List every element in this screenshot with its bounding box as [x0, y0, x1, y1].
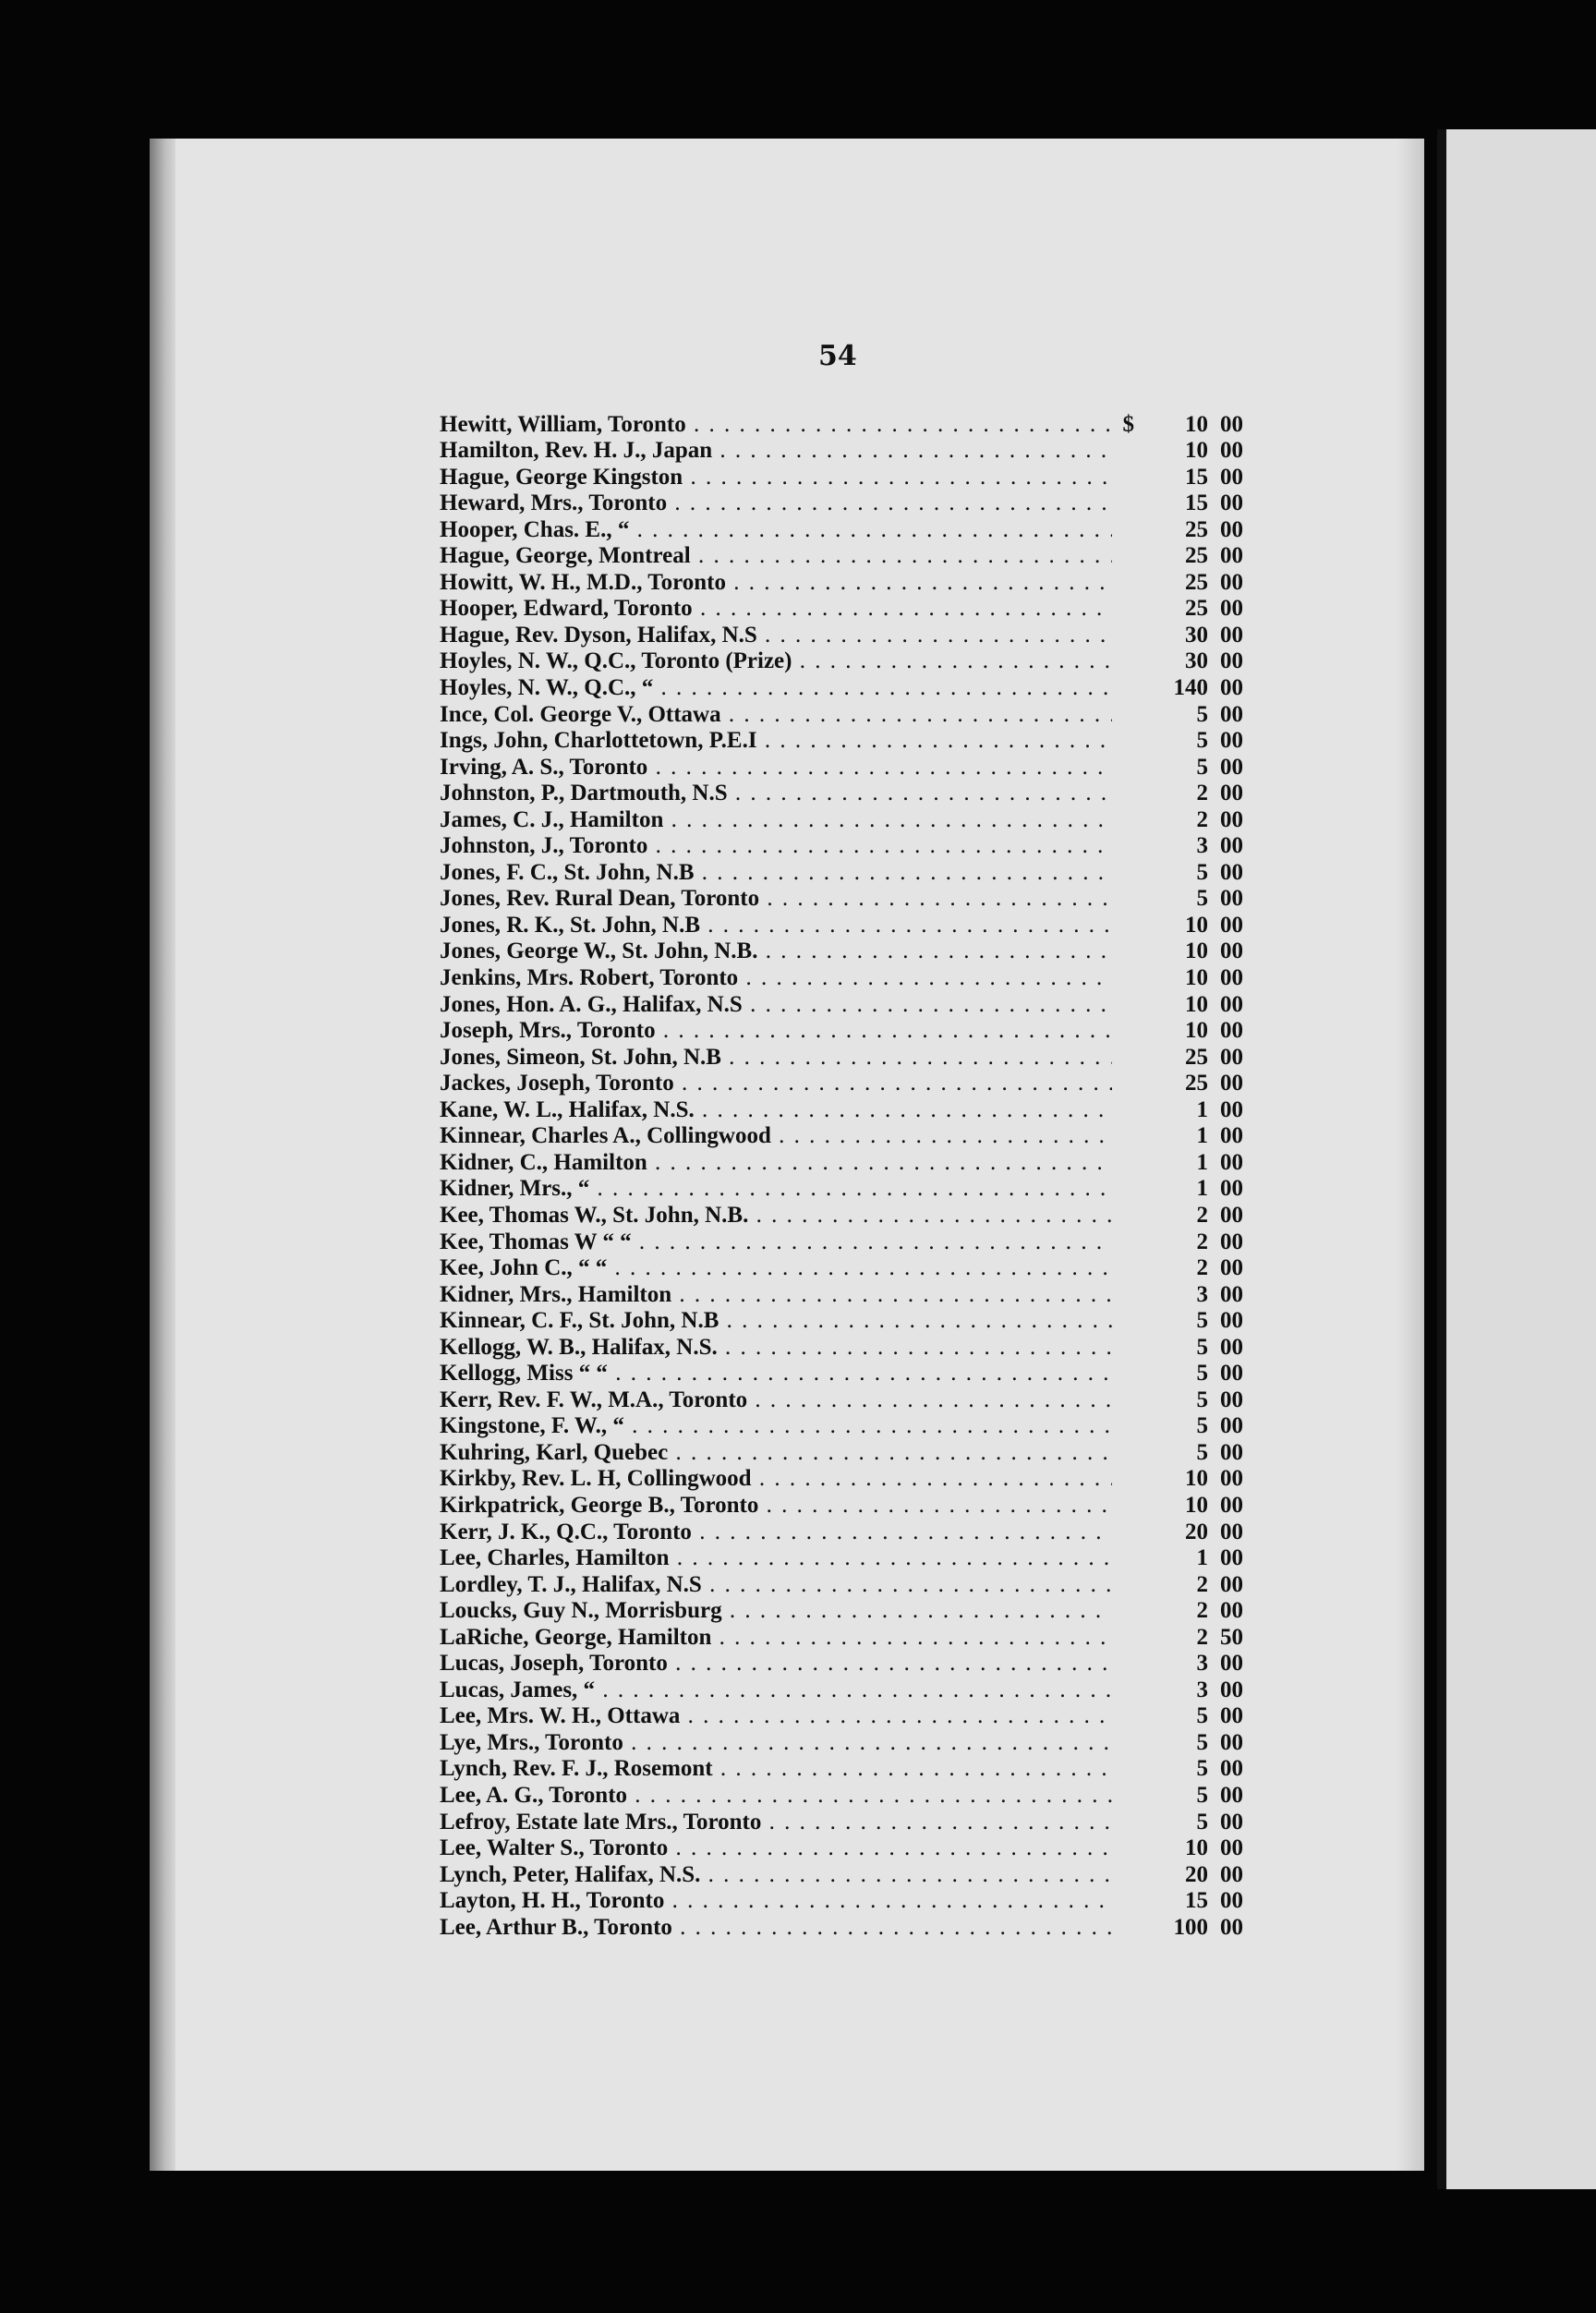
amount-dollars: 10	[1185, 939, 1208, 964]
amount-dollars: 5	[1196, 1361, 1208, 1387]
subscriber-name: Loucks, Guy N., Morrisburg . . .	[440, 1598, 1112, 1624]
amount-cents: 00	[1220, 569, 1243, 595]
list-item	[440, 1071, 1243, 1097]
list-item	[440, 1729, 1243, 1756]
subscriber-name: Hamilton, Rev. H. J., Japan . . .	[440, 438, 1112, 464]
list-item	[440, 754, 1243, 781]
subscriber-name: Lordley, T. J., Halifax, N.S . . .	[440, 1572, 1112, 1598]
amount-dollars: 1	[1196, 1545, 1208, 1571]
subscriber-name: Lucas, Joseph, Toronto . . .	[440, 1651, 1112, 1677]
amount-dollars: 10	[1185, 411, 1208, 437]
list-item	[440, 1361, 1243, 1387]
amount-dollars: 25	[1185, 1071, 1208, 1096]
amount-dollars: 20	[1185, 1861, 1208, 1887]
list-item	[440, 701, 1243, 728]
list-item	[440, 1387, 1243, 1413]
amount-cents: 00	[1220, 859, 1243, 885]
list-item	[440, 1149, 1243, 1176]
amount-cents: 00	[1220, 1439, 1243, 1465]
list-item	[440, 1334, 1243, 1361]
amount-dollars: 20	[1185, 1519, 1208, 1544]
list-item	[440, 411, 1243, 438]
subscriber-name: Lynch, Peter, Halifax, N.S. . . .	[440, 1862, 1112, 1888]
subscriber-name: Hoyles, N. W., Q.C., Toronto (Prize) . . .	[440, 648, 1112, 674]
list-item	[440, 886, 1243, 913]
list-item	[440, 438, 1243, 465]
subscriber-name: Jones, Simeon, St. John, N.B . . .	[440, 1045, 1112, 1071]
subscriber-name: Ince, Col. George V., Ottawa . . .	[440, 702, 1112, 728]
list-item	[440, 543, 1243, 570]
amount-cents: 00	[1220, 1018, 1243, 1044]
facing-page-edge	[1437, 129, 1596, 2189]
list-item	[440, 596, 1243, 623]
subscriber-name: Heward, Mrs., Toronto . . .	[440, 490, 1112, 516]
list-item	[440, 964, 1243, 991]
amount-dollars: 5	[1196, 701, 1208, 727]
subscriber-name: Kinnear, C. F., St. John, N.B . . .	[440, 1308, 1112, 1334]
amount-dollars: 1	[1196, 1176, 1208, 1202]
subscriber-name: Lynch, Rev. F. J., Rosemont . . .	[440, 1756, 1112, 1782]
list-item	[440, 1439, 1243, 1466]
amount-dollars: 10	[1185, 438, 1208, 464]
amount-cents: 00	[1220, 781, 1243, 806]
subscriber-name: Lee, Walter S., Toronto . . .	[440, 1835, 1112, 1861]
amount-dollars: 5	[1196, 886, 1208, 912]
list-item	[440, 1835, 1243, 1862]
amount-cents: 00	[1220, 1229, 1243, 1254]
list-item	[440, 912, 1243, 939]
amount-cents: 00	[1220, 965, 1243, 991]
amount-dollars: 25	[1185, 596, 1208, 622]
currency-symbol: $	[1122, 411, 1134, 437]
subscriber-name: Lee, Arthur B., Toronto . . .	[440, 1915, 1112, 1941]
list-item	[440, 1018, 1243, 1045]
subscriber-name: Johnston, J., Toronto . . .	[440, 833, 1112, 859]
amount-dollars: 10	[1185, 1492, 1208, 1518]
subscription-list	[440, 411, 1243, 1941]
amount-cents: 00	[1220, 1809, 1243, 1835]
list-item	[440, 781, 1243, 807]
amount-cents: 00	[1220, 1598, 1243, 1624]
amount-cents: 00	[1220, 1202, 1243, 1228]
amount-dollars: 10	[1185, 1835, 1208, 1861]
subscriber-name: Jones, Hon. A. G., Halifax, N.S . . .	[440, 992, 1112, 1018]
list-item	[440, 991, 1243, 1018]
subscriber-name: Kingstone, F. W., “ . . .	[440, 1413, 1112, 1439]
amount-dollars: 25	[1185, 516, 1208, 542]
subscriber-name: Lye, Mrs., Toronto . . .	[440, 1730, 1112, 1756]
amount-dollars: 5	[1196, 754, 1208, 780]
amount-cents: 00	[1220, 1861, 1243, 1887]
page-binding-edge	[150, 139, 175, 2171]
list-item	[440, 1571, 1243, 1598]
subscriber-name: Kerr, Rev. F. W., M.A., Toronto . . .	[440, 1387, 1112, 1413]
list-item	[440, 728, 1243, 755]
amount-cents: 00	[1220, 622, 1243, 648]
list-item	[440, 1888, 1243, 1915]
amount-cents: 00	[1220, 1703, 1243, 1729]
amount-cents: 00	[1220, 675, 1243, 701]
amount-cents: 00	[1220, 1176, 1243, 1202]
amount-dollars: 5	[1196, 1439, 1208, 1465]
list-item	[440, 1624, 1243, 1651]
page-gutter-shadow	[1437, 129, 1446, 2189]
list-item	[440, 859, 1243, 886]
amount-cents: 00	[1220, 438, 1243, 464]
subscriber-name: Kee, Thomas W., St. John, N.B. . . .	[440, 1203, 1112, 1229]
amount-dollars: 15	[1185, 1888, 1208, 1914]
amount-dollars: 5	[1196, 859, 1208, 885]
list-item	[440, 939, 1243, 965]
amount-dollars: 1	[1196, 1096, 1208, 1122]
subscriber-name: Kee, Thomas W “ “ . . .	[440, 1229, 1112, 1255]
amount-dollars: 25	[1185, 1044, 1208, 1070]
list-item	[440, 648, 1243, 675]
amount-dollars: 15	[1185, 490, 1208, 516]
amount-cents: 00	[1220, 411, 1243, 437]
amount-dollars: 3	[1196, 1651, 1208, 1677]
subscriber-name: Howitt, W. H., M.D., Toronto . . .	[440, 570, 1112, 596]
amount-dollars: 2	[1196, 1202, 1208, 1228]
amount-dollars: 30	[1185, 622, 1208, 648]
amount-cents: 00	[1220, 490, 1243, 516]
amount-cents: 00	[1220, 1334, 1243, 1360]
amount-cents: 00	[1220, 939, 1243, 964]
page-fold-shadow	[1396, 139, 1424, 2171]
amount-cents: 00	[1220, 1571, 1243, 1597]
amount-cents: 00	[1220, 1914, 1243, 1940]
subscriber-name: Johnston, P., Dartmouth, N.S . . .	[440, 781, 1112, 806]
amount-cents: 00	[1220, 1545, 1243, 1571]
amount-dollars: 10	[1185, 912, 1208, 938]
subscriber-name: Kirkpatrick, George B., Toronto . . .	[440, 1493, 1112, 1519]
amount-dollars: 140	[1173, 675, 1208, 701]
list-item	[440, 1861, 1243, 1888]
amount-dollars: 10	[1185, 965, 1208, 991]
subscriber-name: Kidner, Mrs., “ . . .	[440, 1176, 1112, 1202]
subscriber-name: Kidner, C., Hamilton . . .	[440, 1150, 1112, 1176]
subscriber-name: Kellogg, Miss “ “ . . .	[440, 1361, 1112, 1387]
amount-cents: 00	[1220, 1835, 1243, 1861]
amount-dollars: 100	[1173, 1914, 1208, 1940]
subscriber-name: Joseph, Mrs., Toronto . . .	[440, 1018, 1112, 1044]
subscriber-name: Jones, George W., St. John, N.B. . . .	[440, 939, 1112, 964]
list-item	[440, 516, 1243, 543]
amount-cents: 00	[1220, 701, 1243, 727]
amount-cents: 00	[1220, 1387, 1243, 1412]
amount-dollars: 5	[1196, 1308, 1208, 1334]
subscriber-name: Hague, George Kingston . . .	[440, 465, 1112, 490]
list-item	[440, 1466, 1243, 1493]
page-number: 54	[818, 340, 857, 372]
amount-cents: 00	[1220, 806, 1243, 832]
amount-dollars: 3	[1196, 1281, 1208, 1307]
amount-dollars: 2	[1196, 1624, 1208, 1650]
list-item	[440, 1492, 1243, 1519]
list-item	[440, 1281, 1243, 1308]
amount-dollars: 2	[1196, 1255, 1208, 1281]
amount-cents: 00	[1220, 1255, 1243, 1281]
subscriber-name: Jones, R. K., St. John, N.B . . .	[440, 913, 1112, 939]
amount-cents: 00	[1220, 754, 1243, 780]
list-item	[440, 569, 1243, 596]
subscriber-name: Lee, Charles, Hamilton . . .	[440, 1545, 1112, 1571]
subscriber-name: Hague, Rev. Dyson, Halifax, N.S . . .	[440, 623, 1112, 648]
amount-cents: 00	[1220, 1096, 1243, 1122]
list-item	[440, 490, 1243, 517]
subscriber-name: James, C. J., Hamilton . . .	[440, 807, 1112, 833]
subscriber-name: Kee, John C., “ “ . . .	[440, 1255, 1112, 1281]
amount-cents: 00	[1220, 1888, 1243, 1914]
amount-cents: 00	[1220, 1729, 1243, 1755]
subscriber-name: LaRiche, George, Hamilton . . .	[440, 1625, 1112, 1651]
amount-dollars: 3	[1196, 833, 1208, 859]
amount-dollars: 5	[1196, 728, 1208, 754]
subscriber-name: Jones, F. C., St. John, N.B . . .	[440, 860, 1112, 886]
amount-cents: 00	[1220, 991, 1243, 1017]
list-item	[440, 1123, 1243, 1150]
amount-cents: 50	[1220, 1624, 1243, 1650]
list-item	[440, 1782, 1243, 1809]
amount-dollars: 2	[1196, 781, 1208, 806]
list-item	[440, 1756, 1243, 1783]
amount-dollars: 5	[1196, 1703, 1208, 1729]
list-item	[440, 1044, 1243, 1071]
subscriber-name: Hewitt, William, Toronto . . .	[440, 412, 1112, 438]
subscriber-name: Hoyles, N. W., Q.C., “ . . .	[440, 675, 1112, 701]
list-item	[440, 674, 1243, 701]
amount-cents: 00	[1220, 1149, 1243, 1175]
amount-dollars: 3	[1196, 1677, 1208, 1702]
subscriber-name: Kellogg, W. B., Halifax, N.S. . . .	[440, 1335, 1112, 1361]
list-item	[440, 1703, 1243, 1730]
subscriber-name: Layton, H. H., Toronto . . .	[440, 1888, 1112, 1914]
amount-cents: 00	[1220, 1123, 1243, 1149]
amount-dollars: 5	[1196, 1413, 1208, 1439]
amount-cents: 00	[1220, 1519, 1243, 1544]
amount-cents: 00	[1220, 1071, 1243, 1096]
list-item	[440, 833, 1243, 860]
amount-cents: 00	[1220, 596, 1243, 622]
subscriber-name: Jenkins, Mrs. Robert, Toronto . . .	[440, 965, 1112, 991]
list-item	[440, 1809, 1243, 1835]
amount-cents: 00	[1220, 543, 1243, 569]
amount-cents: 00	[1220, 1677, 1243, 1702]
list-item	[440, 1096, 1243, 1123]
list-item	[440, 1176, 1243, 1203]
amount-cents: 00	[1220, 833, 1243, 859]
list-item	[440, 622, 1243, 648]
subscriber-name: Irving, A. S., Toronto . . .	[440, 755, 1112, 781]
list-item	[440, 1519, 1243, 1545]
amount-cents: 00	[1220, 1308, 1243, 1334]
subscriber-name: Lee, A. G., Toronto . . .	[440, 1783, 1112, 1809]
amount-dollars: 5	[1196, 1387, 1208, 1412]
amount-cents: 00	[1220, 516, 1243, 542]
amount-dollars: 10	[1185, 991, 1208, 1017]
subscriber-name: Jackes, Joseph, Toronto . . .	[440, 1071, 1112, 1096]
list-item	[440, 1229, 1243, 1255]
amount-cents: 00	[1220, 1466, 1243, 1492]
subscriber-name: Hooper, Chas. E., “ . . .	[440, 517, 1112, 543]
amount-dollars: 25	[1185, 543, 1208, 569]
amount-cents: 00	[1220, 1361, 1243, 1387]
amount-dollars: 5	[1196, 1756, 1208, 1782]
subscriber-name: Jones, Rev. Rural Dean, Toronto . . .	[440, 886, 1112, 912]
amount-cents: 00	[1220, 1756, 1243, 1782]
amount-dollars: 1	[1196, 1123, 1208, 1149]
amount-dollars: 10	[1185, 1466, 1208, 1492]
amount-cents: 00	[1220, 464, 1243, 490]
amount-dollars: 2	[1196, 1598, 1208, 1624]
subscriber-name: Hague, George, Montreal . . .	[440, 543, 1112, 569]
subscriber-name: Kirkby, Rev. L. H, Collingwood . . .	[440, 1466, 1112, 1492]
amount-dollars: 10	[1185, 1018, 1208, 1044]
amount-cents: 00	[1220, 1492, 1243, 1518]
subscriber-name: Kane, W. L., Halifax, N.S. . . .	[440, 1097, 1112, 1123]
amount-cents: 00	[1220, 1782, 1243, 1808]
amount-dollars: 2	[1196, 1571, 1208, 1597]
amount-cents: 00	[1220, 1651, 1243, 1677]
amount-dollars: 30	[1185, 648, 1208, 674]
amount-dollars: 5	[1196, 1809, 1208, 1835]
amount-cents: 00	[1220, 886, 1243, 912]
subscriber-name: Hooper, Edward, Toronto . . .	[440, 596, 1112, 622]
list-item	[440, 1202, 1243, 1229]
list-item	[440, 1651, 1243, 1677]
amount-dollars: 2	[1196, 1229, 1208, 1254]
amount-cents: 00	[1220, 728, 1243, 754]
subscriber-name: Kerr, J. K., Q.C., Toronto . . .	[440, 1520, 1112, 1545]
list-item	[440, 1598, 1243, 1625]
list-item	[440, 1545, 1243, 1572]
list-item	[440, 464, 1243, 490]
amount-cents: 00	[1220, 1044, 1243, 1070]
list-item	[440, 1914, 1243, 1941]
amount-cents: 00	[1220, 1413, 1243, 1439]
list-item	[440, 1308, 1243, 1335]
subscriber-name: Lee, Mrs. W. H., Ottawa . . .	[440, 1703, 1112, 1729]
amount-dollars: 2	[1196, 806, 1208, 832]
amount-dollars: 5	[1196, 1334, 1208, 1360]
list-item	[440, 1677, 1243, 1703]
list-item	[440, 1413, 1243, 1440]
amount-dollars: 5	[1196, 1729, 1208, 1755]
subscriber-name: Ings, John, Charlottetown, P.E.I . . .	[440, 728, 1112, 754]
subscriber-name: Lucas, James, “ . . .	[440, 1677, 1112, 1703]
list-item	[440, 806, 1243, 833]
amount-cents: 00	[1220, 1281, 1243, 1307]
amount-cents: 00	[1220, 648, 1243, 674]
subscriber-name: Kidner, Mrs., Hamilton . . .	[440, 1282, 1112, 1308]
amount-dollars: 25	[1185, 569, 1208, 595]
amount-dollars: 5	[1196, 1782, 1208, 1808]
amount-cents: 00	[1220, 912, 1243, 938]
subscriber-name: Kuhring, Karl, Quebec . . .	[440, 1440, 1112, 1466]
amount-dollars: 15	[1185, 464, 1208, 490]
list-item	[440, 1255, 1243, 1282]
subscriber-name: Kinnear, Charles A., Collingwood . . .	[440, 1123, 1112, 1149]
amount-dollars: 1	[1196, 1149, 1208, 1175]
subscriber-name: Lefroy, Estate late Mrs., Toronto . . .	[440, 1810, 1112, 1835]
